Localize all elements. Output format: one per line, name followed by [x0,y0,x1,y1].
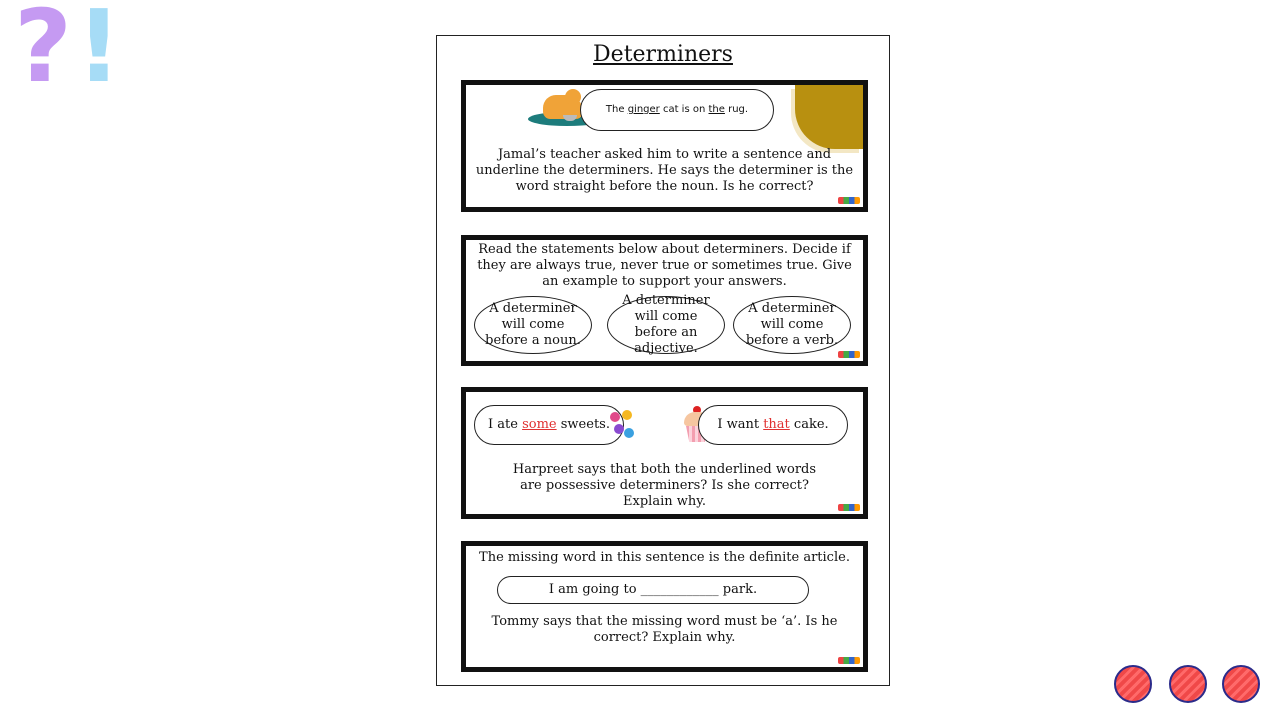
question-card-4 [461,541,868,672]
publisher-mark [838,504,860,511]
nav-dot-icon[interactable] [1114,665,1152,703]
underlined-word: that [763,417,790,432]
question-text: The missing word in this sentence is the definite article. [479,550,850,565]
statement-oval: A determiner will come before a verb. [733,296,851,354]
question-card-1 [461,80,868,212]
publisher-mark [838,657,860,664]
question-card-3 [461,387,868,519]
question-text: Jamal’s teacher asked him to write a sentence and underline the determiners. He says the determiner is the word straight before the noun. Is he correct? [475,147,854,194]
underlined-word: the [708,104,725,115]
statement-oval: A determiner will come before an adjective. [607,296,725,354]
decorative-corner-shape [795,85,863,149]
nav-dot-icon[interactable] [1222,665,1260,703]
sentence-bubble: I am going to ____________ park. [497,576,809,604]
page-title: Determiners [593,42,733,67]
statement-oval: A determiner will come before a noun. [474,296,592,354]
sentence-bubble-right: I want that cake. [698,405,848,445]
underlined-word: ginger [627,104,660,115]
worksheet-page [436,35,890,686]
question-card-2 [461,235,868,366]
underlined-word: some [522,417,557,432]
question-text-2: Tommy says that the missing word must be ‘a’. Is he correct? Explain why. [491,614,838,645]
exclamation-mark-icon: ! [76,0,122,105]
speech-bubble: The ginger cat is on the rug. [580,89,774,131]
logo [10,0,122,105]
nav-dot-icon[interactable] [1169,665,1207,703]
question-text: Read the statements below about determiners. Decide if they are always true, never true or sometimes true. Give an example to support your answers. [477,242,852,289]
publisher-mark [838,351,860,358]
question-text: Harpreet says that both the underlined words are possessive determiners? Is she correct? Explain why. [512,462,817,509]
question-mark-icon: ? [14,0,73,105]
sentence-bubble-left: I ate some sweets. [474,405,624,445]
sweets-icon [608,410,638,444]
publisher-mark [838,197,860,204]
